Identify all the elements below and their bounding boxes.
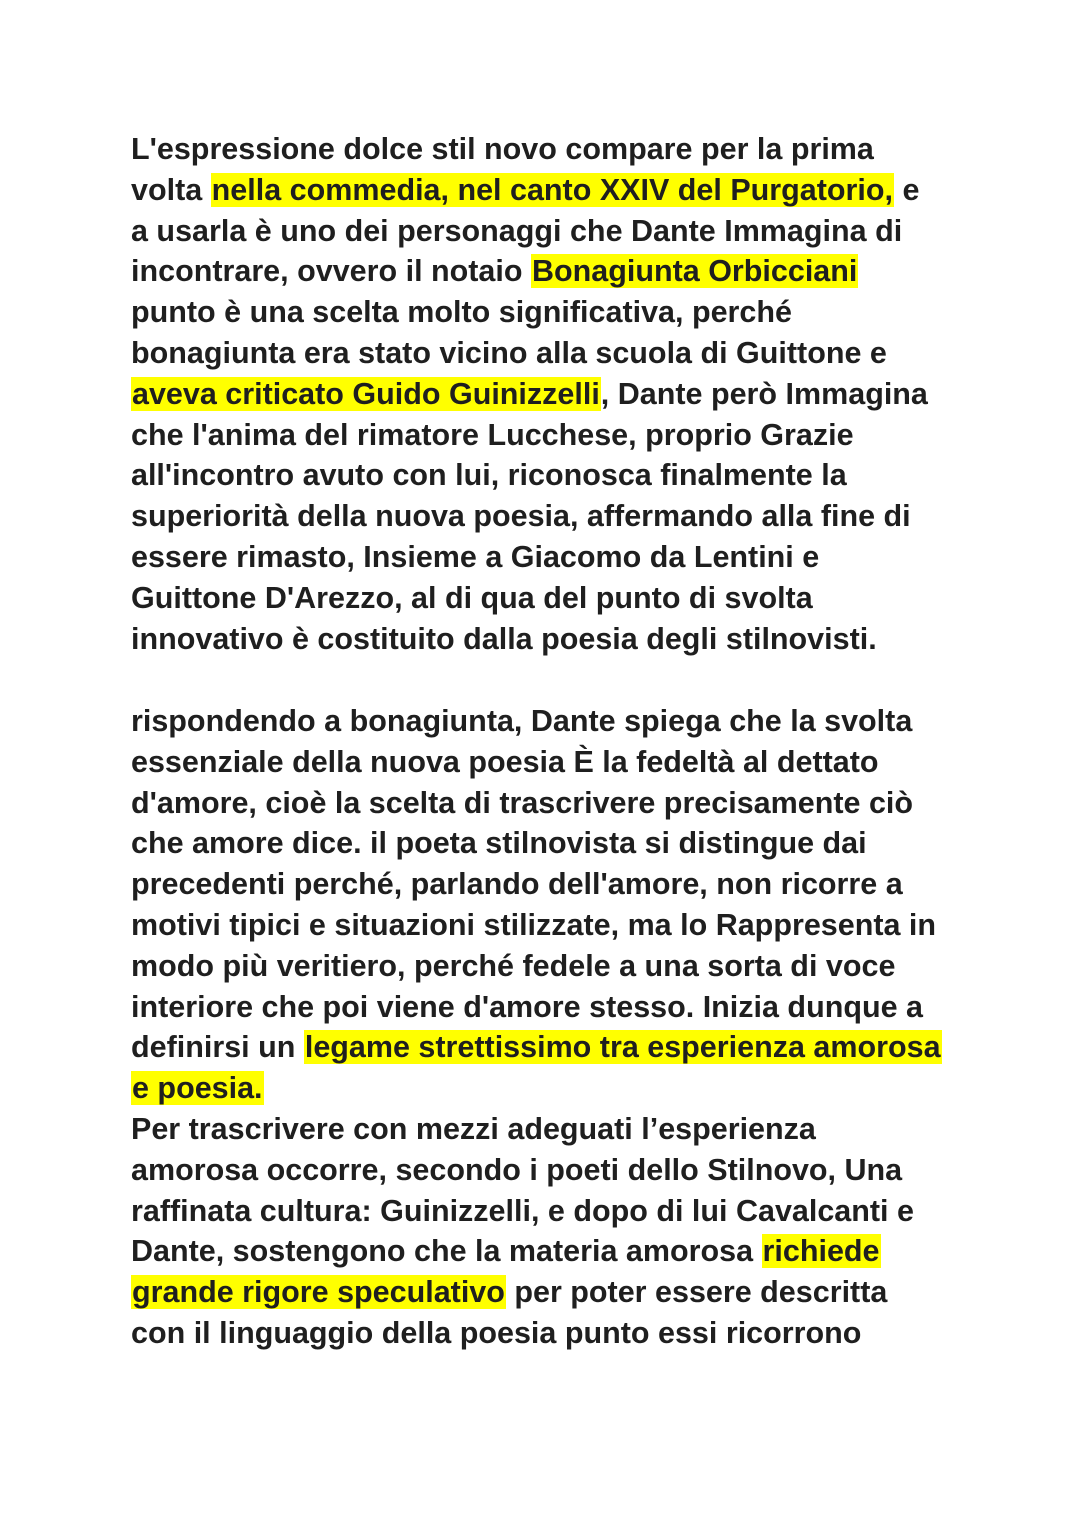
- highlighted-text: Bonagiunta Orbicciani: [531, 254, 858, 289]
- text-segment: essere rimasto, Insieme a Giacomo da Lentini e: [131, 539, 820, 574]
- text-line: [131, 1109, 1031, 1150]
- text-segment: per poter essere descritta: [505, 1275, 888, 1310]
- text-segment: L'espressione dolce stil novo compare per la prima: [131, 132, 874, 166]
- highlighted-text: aveva criticato Guido Guinizzelli: [132, 376, 600, 411]
- text-line: [131, 170, 1031, 211]
- text-line: [131, 987, 1031, 1028]
- text-line: [131, 823, 1031, 864]
- text-line: [131, 374, 1031, 415]
- text-line: [131, 1191, 1031, 1232]
- text-segment: volta: [131, 172, 211, 207]
- text-segment: che amore dice. il poeta stilnovista si distingue dai: [131, 826, 867, 861]
- text-segment: amorosa occorre, secondo i poeti dello Stilnovo, Una: [131, 1152, 903, 1187]
- text-segment: all'incontro avuto con lui, riconosca finalmente la: [131, 458, 847, 493]
- text-line: [131, 496, 1031, 537]
- text-line: [131, 537, 1031, 578]
- text-segment: precedenti perché, parlando dell'amore, non ricorre a: [131, 867, 903, 902]
- text-segment: a usarla è uno dei personaggi che Dante Immagina di: [131, 213, 903, 248]
- text-line: [131, 578, 1031, 619]
- paragraph-1: [131, 129, 1031, 659]
- text-segment: e: [894, 172, 920, 207]
- text-line: [131, 1150, 1031, 1191]
- text-segment: Dante, sostengono che la materia amorosa: [131, 1234, 762, 1269]
- text-segment: che l'anima del rimatore Lucchese, proprio Grazie: [131, 417, 854, 452]
- text-segment: d'amore, cioè la scelta di trascrivere precisamente ciò: [131, 785, 914, 820]
- text-line: [131, 455, 1031, 496]
- text-segment: definirsi un: [131, 1030, 304, 1065]
- text-segment: punto è una scelta molto significativa, perché: [131, 295, 792, 330]
- text-line: [131, 211, 1031, 252]
- text-segment: con il linguaggio della poesia punto essi ricorrono: [131, 1315, 862, 1350]
- text-segment: Guittone D'Arezzo, al di qua del punto di svolta: [131, 580, 813, 615]
- text-line: [131, 1068, 1031, 1109]
- text-line: [131, 701, 1031, 742]
- text-line: [131, 946, 1031, 987]
- text-segment: bonagiunta era stato vicino alla scuola di Guittone e: [131, 335, 887, 370]
- highlighted-text: richiede: [762, 1234, 880, 1269]
- text-line: [131, 742, 1031, 783]
- text-line: [131, 783, 1031, 824]
- text-segment: superiorità della nuova poesia, affermando alla fine di: [131, 499, 911, 534]
- text-segment: innovativo è costituito dalla poesia degli stilnovisti.: [131, 621, 877, 656]
- text-line: [131, 905, 1031, 946]
- text-segment: interiore che poi viene d'amore stesso. Inizia dunque a: [131, 989, 923, 1024]
- text-line: [131, 864, 1031, 905]
- highlighted-text: grande rigore speculativo: [132, 1275, 505, 1310]
- text-line: [131, 415, 1031, 456]
- text-segment: Per trascrivere con mezzi adeguati l’esperienza: [131, 1111, 816, 1146]
- highlighted-text: e poesia.: [132, 1071, 263, 1106]
- highlighted-text: nella commedia, nel canto XXIV del Purgatorio,: [211, 172, 894, 207]
- text-line: [131, 1313, 1031, 1354]
- text-line: [131, 292, 1031, 333]
- text-segment: modo più veritiero, perché fedele a una sorta di voce: [131, 948, 896, 983]
- highlighted-text: legame strettissimo tra esperienza amorosa: [304, 1030, 941, 1065]
- text-line: [131, 1231, 1031, 1272]
- text-segment: essenziale della nuova poesia È la fedeltà al dettato: [131, 744, 879, 779]
- text-segment: rispondendo a bonagiunta, Dante spiega che la svolta: [131, 704, 913, 738]
- text-line: [131, 1027, 1031, 1068]
- text-line: [131, 1272, 1031, 1313]
- text-line: [131, 333, 1031, 374]
- text-segment: , Dante però Immagina: [600, 376, 928, 411]
- text-segment: motivi tipici e situazioni stilizzate, ma lo Rappresenta in: [131, 907, 937, 942]
- text-line: [131, 619, 1031, 660]
- text-line: [131, 129, 1031, 170]
- text-segment: incontrare, ovvero il notaio: [131, 254, 531, 289]
- paragraph-2: [131, 701, 1031, 1354]
- text-segment: raffinata cultura: Guinizzelli, e dopo di lui Cavalcanti e: [131, 1193, 914, 1228]
- text-line: [131, 251, 1031, 292]
